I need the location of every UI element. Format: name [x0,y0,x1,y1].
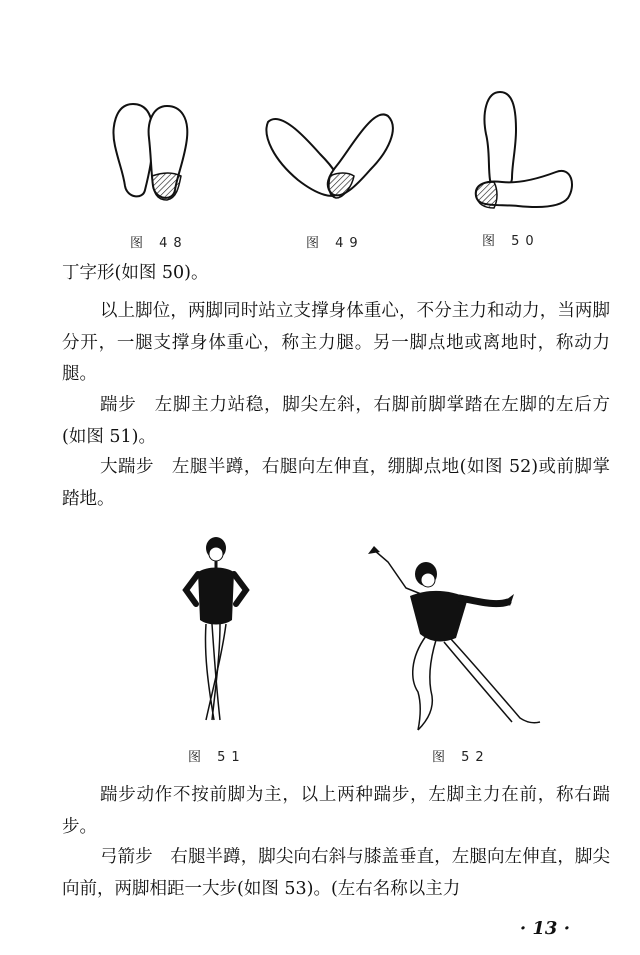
paragraph-1: 丁字形(如图 50)。 [62,263,209,283]
figure-48-illustration [105,98,195,208]
paragraph-6: 弓箭步 右腿半蹲，脚尖向右斜与膝盖垂直，左腿向左伸直，脚尖向前，两脚相距一大步(如图 53)。(左右名称以主力 [62,847,610,899]
page-number: · 13 · [519,918,570,939]
figure-49-caption: 图 49 [306,236,364,251]
paragraph-4: 大踹步 左腿半蹲，右腿向左伸直，绷脚点地(如图 52)或前脚掌踏地。 [62,457,610,509]
figure-50-illustration [468,86,578,216]
figure-51-illustration [172,534,262,734]
figure-48-caption: 图 48 [130,236,188,251]
paragraph-3: 踹步 左脚主力站稳，脚尖左斜，右脚前脚掌踏在左脚的左后方(如图 51)。 [62,395,610,447]
figure-52-caption: 图 52 [432,750,490,765]
figure-51-caption: 图 51 [188,750,246,765]
paragraph-2: 以上脚位，两脚同时站立支撑身体重心，不分主力和动力，当两脚分开，一腿支撑身体重心，称主力腿。另一脚点地或离地时，称动力腿。 [62,301,610,384]
figure-49-illustration [260,106,400,206]
figure-52-illustration [360,540,560,736]
paragraph-5: 踹步动作不按前脚为主，以上两种踹步，左脚主力在前，称右踹步。 [62,785,610,837]
figure-50-caption: 图 50 [482,234,540,249]
